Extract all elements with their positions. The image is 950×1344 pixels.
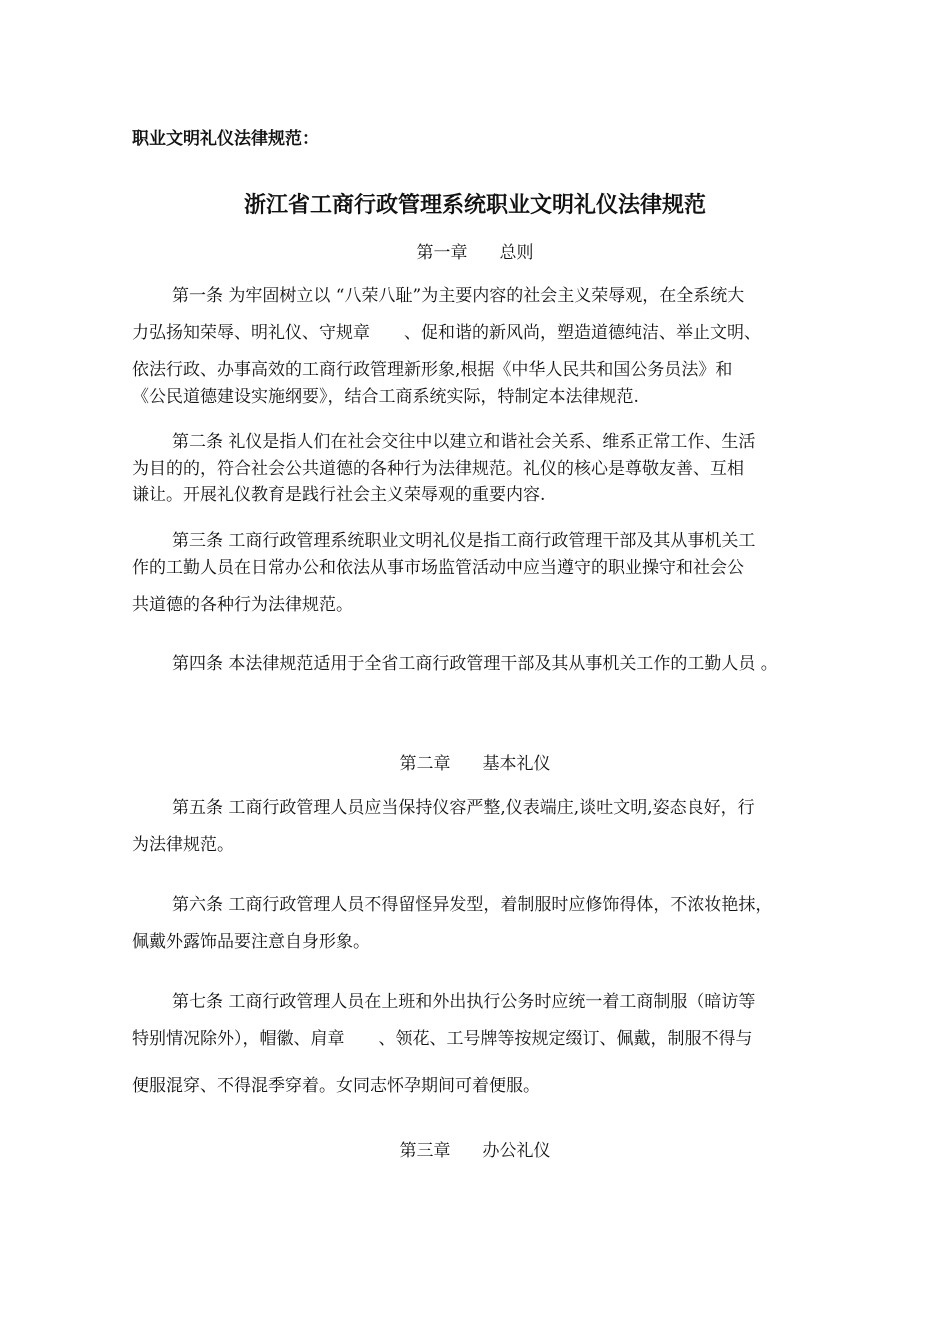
text-line: 谦让。开展礼仪教育是践行社会主义荣辱观的重要内容. xyxy=(132,485,546,505)
text-line: 第六条 工商行政管理人员不得留怪异发型，着制服时应修饰得体，不浓妆艳抹， xyxy=(172,895,773,915)
text-line: 第二条 礼仪是指人们在社会交往中以建立和谐社会关系、维系正常工作、生活 xyxy=(172,432,756,452)
chapter-heading-1 xyxy=(0,238,950,263)
document-title: 浙江省工商行政管理系统职业文明礼仪法律规范 xyxy=(243,193,706,218)
chapter-number: 第二章 xyxy=(399,754,451,774)
text-line: 第五条 工商行政管理人员应当保持仪容严整,仪表端庄,谈吐文明,姿态良好，行 xyxy=(172,798,755,818)
chapter-number: 第三章 xyxy=(399,1141,451,1161)
text-line: 为法律规范。 xyxy=(132,835,234,855)
text-line: 第四条 本法律规范适用于全省工商行政管理干部及其从事机关工作的工勤人员 。 xyxy=(172,654,778,674)
text-line: 依法行政、办事高效的工商行政管理新形象,根据《中华人民共和国公务员法》和 xyxy=(132,360,733,380)
chapter-name: 办公礼仪 xyxy=(482,1141,551,1161)
chapter-heading-2 xyxy=(0,749,950,774)
text-line: 佩戴外露饰品要注意自身形象。 xyxy=(132,932,370,952)
text-line: 《公民道德建设实施纲要》，结合工商系统实际，特制定本法律规范. xyxy=(132,387,639,407)
chapter-heading-3 xyxy=(0,1136,950,1161)
text-line: 便服混穿、不得混季穿着。女同志怀孕期间可着便服。 xyxy=(132,1076,540,1096)
text-line: 作的工勤人员在日常办公和依法从事市场监管活动中应当遵守的职业操守和社会公 xyxy=(132,558,744,578)
text-line: 力弘扬知荣辱、明礼仪、守规章 、促和谐的新风尚，塑造道德纯洁、举止文明、 xyxy=(132,323,761,343)
chapter-name: 基本礼仪 xyxy=(482,754,551,774)
text-line: 特别情况除外），帽徽、肩章 、领花、工号牌等按规定缀订、佩戴，制服不得与 xyxy=(132,1029,753,1049)
chapter-name: 总则 xyxy=(499,243,534,263)
text-line: 第一条 为牢固树立以 “八荣八耻”为主要内容的社会主义荣辱观，在全系统大 xyxy=(172,286,745,306)
text-line: 为目的的，符合社会公共道德的各种行为法律规范。礼仪的核心是尊敬友善、互相 xyxy=(132,459,744,479)
header-label: 职业文明礼仪法律规范： xyxy=(132,129,319,149)
text-line: 第三条 工商行政管理系统职业文明礼仪是指工商行政管理干部及其从事机关工 xyxy=(172,531,756,551)
text-line: 第七条 工商行政管理人员在上班和外出执行公务时应统一着工商制服（暗访等 xyxy=(172,992,756,1012)
text-line: 共道德的各种行为法律规范。 xyxy=(132,595,353,615)
chapter-number: 第一章 xyxy=(416,243,468,263)
